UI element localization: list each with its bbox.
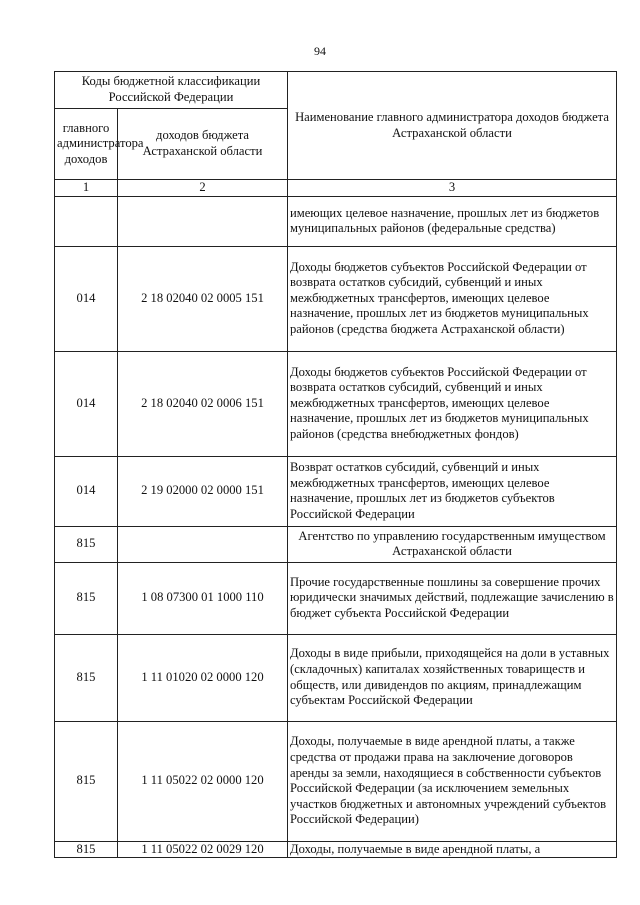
income-code-cell: 1 08 07300 01 1000 110	[118, 562, 288, 634]
table-row	[55, 351, 617, 456]
admin-code-cell: 815	[55, 841, 118, 858]
column-index: 2	[118, 180, 288, 197]
income-code-cell	[118, 526, 288, 562]
table-row	[55, 562, 617, 634]
table-row	[55, 634, 617, 721]
income-name-cell: Доходы в виде прибыли, приходящейся на доли в уставных (складочных) капиталах хозяйственных товариществ и обществ, или дивидендов по акциям, принадлежащим субъектам Российской Федерации	[288, 634, 617, 721]
column-index: 1	[55, 180, 118, 197]
table-row	[55, 246, 617, 351]
table-row	[55, 841, 617, 858]
income-name-cell: имеющих целевое назначение, прошлых лет из бюджетов муниципальных районов (федеральные средства)	[288, 196, 617, 246]
header-name-column: Наименование главного администратора доходов бюджета Астраханской области	[288, 72, 617, 180]
column-index: 3	[288, 180, 617, 197]
budget-classification-table	[54, 71, 617, 858]
income-code-cell: 1 11 05022 02 0029 120	[118, 841, 288, 858]
admin-code-cell: 014	[55, 246, 118, 351]
income-code-cell: 1 11 05022 02 0000 120	[118, 721, 288, 841]
header-codes-group: Коды бюджетной классификации Российской Федерации	[55, 72, 288, 109]
admin-code-cell: 014	[55, 351, 118, 456]
page-number: 94	[314, 44, 326, 58]
income-code-cell: 2 19 02000 02 0000 151	[118, 456, 288, 526]
admin-code-cell: 014	[55, 456, 118, 526]
income-code-cell: 2 18 02040 02 0005 151	[118, 246, 288, 351]
income-name-cell: Доходы бюджетов субъектов Российской Федерации от возврата остатков субсидий, субвенций и иных межбюджетных трансфертов, имеющих целевое назначение, прошлых лет из бюджетов муниципальных районов (средства внебюджетных фондов)	[288, 351, 617, 456]
income-name-cell: Доходы, получаемые в виде арендной платы, а также средства от продажи права на заключение договоров аренды за земли, находящиеся в собственности субъектов Российской Федерации (за исключением земельных участков бюджетных и автономных учреждений субъектов Российской Федерации)	[288, 721, 617, 841]
table-row	[55, 721, 617, 841]
income-name-cell: Агентство по управлению государственным имуществом Астраханской области	[288, 526, 617, 562]
admin-code-cell: 815	[55, 562, 118, 634]
income-code-cell	[118, 196, 288, 246]
admin-code-cell: 815	[55, 721, 118, 841]
admin-code-cell: 815	[55, 634, 118, 721]
income-name-cell: Возврат остатков субсидий, субвенций и иных межбюджетных трансфертов, имеющих целевое назначение, прошлых лет из бюджетов субъектов Российской Федерации	[288, 456, 617, 526]
table-row	[55, 526, 617, 562]
header-admin-column: главного администратора доходов	[55, 109, 118, 180]
header-row	[55, 72, 617, 109]
income-name-cell: Доходы бюджетов субъектов Российской Федерации от возврата остатков субсидий, субвенций и иных межбюджетных трансфертов, имеющих целевое назначение, прошлых лет из бюджетов муниципальных районов (средства бюджета Астраханской области)	[288, 246, 617, 351]
column-index-row	[55, 180, 617, 197]
income-code-cell: 2 18 02040 02 0006 151	[118, 351, 288, 456]
admin-code-cell	[55, 196, 118, 246]
table-row	[55, 456, 617, 526]
header-code-column: доходов бюджета Астраханской области	[118, 109, 288, 180]
table-row	[55, 196, 617, 246]
income-code-cell: 1 11 01020 02 0000 120	[118, 634, 288, 721]
income-name-cell: Прочие государственные пошлины за совершение прочих юридически значимых действий, подлежащие зачислению в бюджет субъекта Российской Федерации	[288, 562, 617, 634]
income-name-cell: Доходы, получаемые в виде арендной платы, а	[288, 841, 617, 858]
admin-code-cell: 815	[55, 526, 118, 562]
